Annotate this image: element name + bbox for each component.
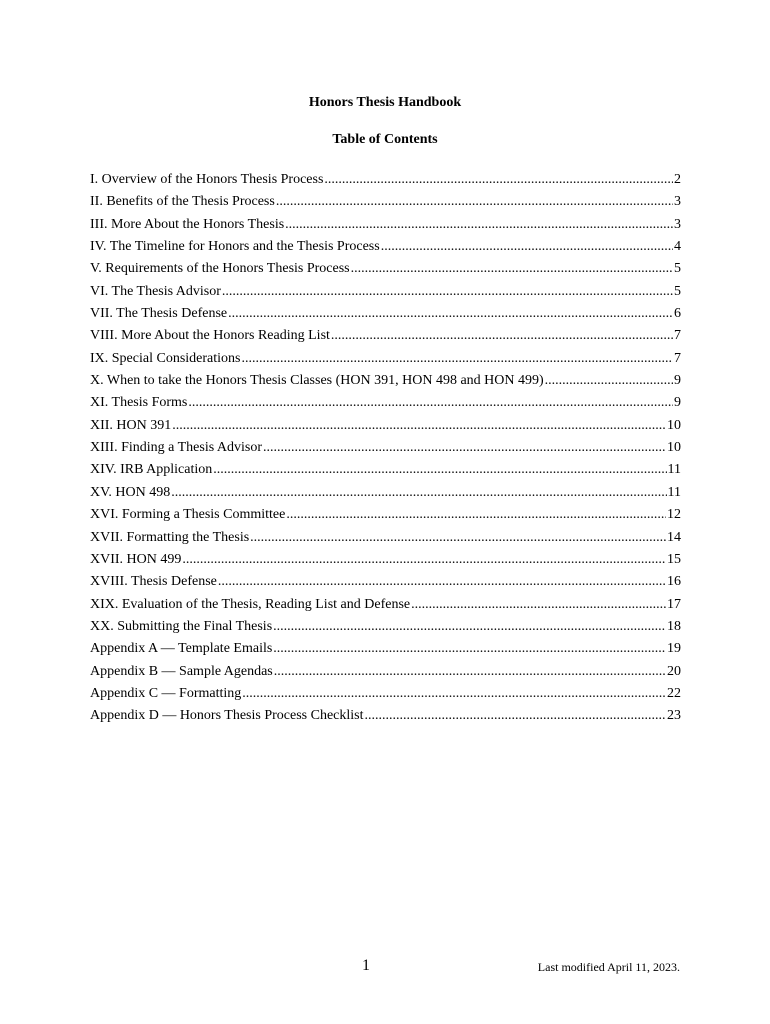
toc-entry bbox=[90, 484, 681, 506]
toc-entry bbox=[90, 461, 681, 483]
toc-entry-label: XIX. Evaluation of the Thesis, Reading List and Defense bbox=[90, 596, 411, 612]
toc-entry bbox=[90, 305, 681, 327]
toc-entry-label: XIII. Finding a Thesis Advisor bbox=[90, 440, 263, 456]
toc-entry-label: XIV. IRB Application bbox=[90, 462, 213, 478]
toc-dot-leader bbox=[286, 506, 666, 524]
toc-entry-label: VI. The Thesis Advisor bbox=[90, 283, 221, 299]
toc-entry-page: 4 bbox=[674, 239, 681, 255]
table-of-contents bbox=[90, 171, 681, 730]
toc-entry-page: 17 bbox=[667, 596, 681, 612]
toc-dot-leader bbox=[222, 283, 673, 301]
toc-entry bbox=[90, 439, 681, 461]
toc-entry bbox=[90, 238, 681, 260]
toc-entry-page: 23 bbox=[667, 708, 681, 724]
toc-dot-leader bbox=[411, 596, 666, 614]
toc-entry-label: X. When to take the Honors Thesis Classes (HON 391, HON 498 and HON 499) bbox=[90, 373, 544, 389]
toc-entry-page: 10 bbox=[667, 440, 681, 456]
toc-entry-page: 22 bbox=[667, 685, 681, 701]
toc-dot-leader bbox=[250, 529, 666, 547]
toc-entry-page: 12 bbox=[667, 507, 681, 523]
toc-entry-page: 6 bbox=[674, 306, 681, 322]
toc-dot-leader bbox=[182, 551, 666, 569]
toc-dot-leader bbox=[273, 618, 666, 636]
toc-entry bbox=[90, 283, 681, 305]
toc-entry-label: II. Benefits of the Thesis Process bbox=[90, 194, 275, 210]
toc-entry-page: 15 bbox=[667, 551, 681, 567]
toc-dot-leader bbox=[365, 707, 667, 725]
toc-dot-leader bbox=[242, 685, 666, 703]
toc-dot-leader bbox=[172, 417, 666, 435]
toc-dot-leader bbox=[213, 461, 666, 479]
toc-entry-page: 3 bbox=[674, 216, 681, 232]
toc-entry-page: 11 bbox=[667, 462, 681, 478]
toc-dot-leader bbox=[351, 260, 673, 278]
toc-entry-page: 11 bbox=[667, 484, 681, 500]
toc-entry-page: 10 bbox=[667, 417, 681, 433]
toc-entry bbox=[90, 216, 681, 238]
toc-entry bbox=[90, 394, 681, 416]
toc-dot-leader bbox=[545, 372, 673, 390]
toc-entry bbox=[90, 663, 681, 685]
toc-dot-leader bbox=[218, 573, 666, 591]
toc-dot-leader bbox=[263, 439, 666, 457]
toc-dot-leader bbox=[228, 305, 673, 323]
toc-entry-label: XVII. HON 499 bbox=[90, 551, 182, 567]
toc-entry-page: 18 bbox=[667, 618, 681, 634]
toc-entry bbox=[90, 551, 681, 573]
toc-entry-page: 9 bbox=[674, 373, 681, 389]
toc-entry-page: 14 bbox=[667, 529, 681, 545]
toc-entry-page: 20 bbox=[667, 663, 681, 679]
toc-entry-label: Appendix C — Formatting bbox=[90, 685, 242, 701]
toc-entry-label: XVIII. Thesis Defense bbox=[90, 574, 217, 590]
toc-entry bbox=[90, 707, 681, 729]
toc-entry-label: I. Overview of the Honors Thesis Process bbox=[90, 172, 324, 187]
toc-entry-label: Appendix D — Honors Thesis Process Checklist bbox=[90, 708, 364, 724]
toc-dot-leader bbox=[331, 327, 673, 345]
toc-dot-leader bbox=[381, 238, 673, 256]
toc-entry-page: 7 bbox=[674, 350, 681, 366]
toc-entry-label: Appendix B — Sample Agendas bbox=[90, 663, 273, 679]
toc-heading: Table of Contents bbox=[332, 132, 438, 147]
toc-entry-label: III. More About the Honors Thesis bbox=[90, 216, 285, 232]
toc-entry bbox=[90, 506, 681, 528]
toc-entry bbox=[90, 596, 681, 618]
toc-entry bbox=[90, 618, 681, 640]
toc-entry-label: IX. Special Considerations bbox=[90, 350, 241, 366]
toc-entry-page: 5 bbox=[674, 261, 681, 277]
toc-entry bbox=[90, 350, 681, 372]
toc-entry bbox=[90, 171, 681, 193]
toc-entry-label: V. Requirements of the Honors Thesis Process bbox=[90, 261, 350, 277]
toc-entry-label: XI. Thesis Forms bbox=[90, 395, 188, 411]
toc-dot-leader bbox=[276, 193, 673, 211]
toc-dot-leader bbox=[324, 171, 673, 189]
toc-entry bbox=[90, 685, 681, 707]
page-number: 1 bbox=[362, 957, 370, 974]
toc-dot-leader bbox=[188, 394, 673, 412]
toc-entry-page: 19 bbox=[667, 641, 681, 657]
toc-entry-page: 3 bbox=[674, 194, 681, 210]
toc-entry bbox=[90, 417, 681, 439]
toc-dot-leader bbox=[171, 484, 666, 502]
document-title: Honors Thesis Handbook bbox=[308, 95, 462, 110]
toc-entry-page: 9 bbox=[674, 395, 681, 411]
toc-entry-label: Appendix A — Template Emails bbox=[90, 641, 273, 657]
toc-entry-label: XV. HON 498 bbox=[90, 484, 171, 500]
toc-entry-page: 2 bbox=[674, 172, 681, 187]
toc-entry-label: VII. The Thesis Defense bbox=[90, 306, 228, 322]
toc-entry bbox=[90, 573, 681, 595]
toc-entry-label: VIII. More About the Honors Reading List bbox=[90, 328, 330, 344]
toc-entry-label: XVII. Formatting the Thesis bbox=[90, 529, 250, 545]
toc-entry bbox=[90, 327, 681, 349]
last-modified-note: Last modified April 11, 2023. bbox=[537, 960, 680, 974]
toc-entry-page: 7 bbox=[674, 328, 681, 344]
toc-entry-label: XII. HON 391 bbox=[90, 417, 172, 433]
toc-dot-leader bbox=[274, 663, 666, 681]
toc-entry-label: XX. Submitting the Final Thesis bbox=[90, 618, 273, 634]
toc-entry-page: 5 bbox=[674, 283, 681, 299]
toc-dot-leader bbox=[285, 216, 673, 234]
toc-entry bbox=[90, 529, 681, 551]
toc-entry-label: IV. The Timeline for Honors and the Thesis Process bbox=[90, 239, 380, 255]
toc-entry-page: 16 bbox=[667, 574, 681, 590]
toc-dot-leader bbox=[241, 350, 673, 368]
toc-entry bbox=[90, 260, 681, 282]
toc-entry-label: XVI. Forming a Thesis Committee bbox=[90, 507, 286, 523]
toc-entry bbox=[90, 372, 681, 394]
toc-dot-leader bbox=[273, 640, 666, 658]
toc-entry bbox=[90, 640, 681, 662]
toc-entry bbox=[90, 193, 681, 215]
